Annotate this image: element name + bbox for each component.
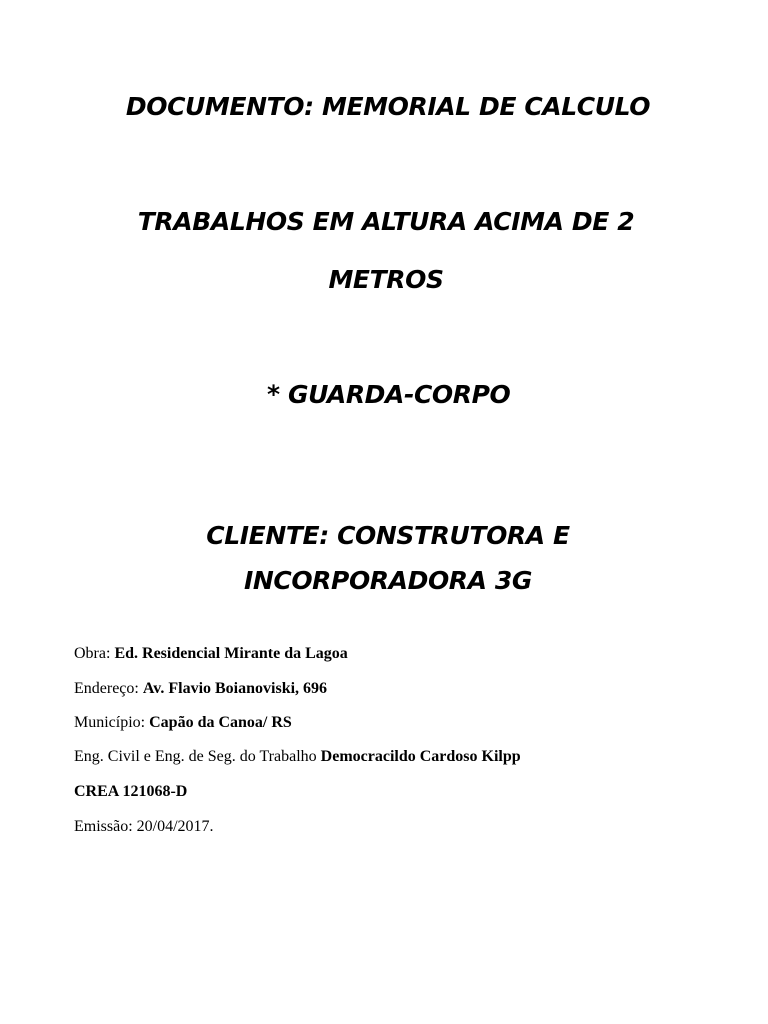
obra-line <box>74 644 348 664</box>
emissao-line: Emissão: 20/04/2017. <box>74 818 214 835</box>
subtitle-line-1: TRABALHOS EM ALTURA ACIMA DE 2 <box>137 207 635 236</box>
engineer-label: Eng. Civil e Eng. de Seg. do Trabalho <box>74 748 317 765</box>
obra-value: Ed. Residencial Mirante da Lagoa <box>114 645 348 662</box>
document-title: DOCUMENTO: MEMORIAL DE CALCULO <box>125 92 651 121</box>
municipio-value: Capão da Canoa/ RS <box>149 714 292 731</box>
client-line-1: CLIENTE: CONSTRUTORA E <box>206 521 570 550</box>
municipio-label: Município: <box>74 714 146 731</box>
engineer-line <box>74 747 521 767</box>
endereco-label: Endereço: <box>74 680 139 697</box>
endereco-value: Av. Flavio Boianoviski, 696 <box>142 680 328 697</box>
item-guarda-corpo: * GUARDA-CORPO <box>267 380 511 409</box>
engineer-name: Democracildo Cardoso Kilpp <box>320 748 521 765</box>
municipio-line <box>74 713 292 733</box>
crea-number: CREA 121068-D <box>74 783 188 800</box>
subtitle-line-2: METROS <box>328 265 444 294</box>
obra-label: Obra: <box>74 645 111 662</box>
endereco-line <box>74 679 327 699</box>
client-line-2: INCORPORADORA 3G <box>243 566 533 595</box>
crea-line <box>74 782 187 802</box>
